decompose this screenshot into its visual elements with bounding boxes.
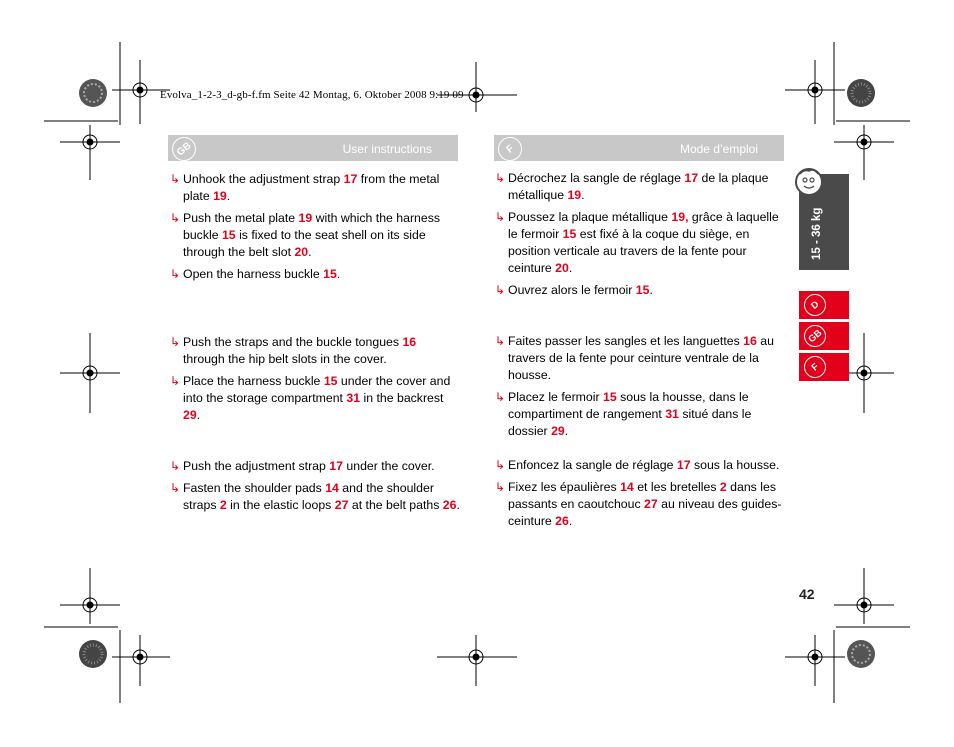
instruction-text: grâce à laquelle le fermoir bbox=[508, 210, 779, 241]
instruction-text: . bbox=[649, 283, 653, 297]
page-number: 42 bbox=[799, 586, 815, 602]
instruction-text: Push the adjustment strap bbox=[183, 459, 330, 473]
arrow-bullet-icon: ↳ bbox=[170, 374, 181, 388]
instruction-step bbox=[495, 457, 785, 474]
part-number: 31 bbox=[346, 391, 361, 405]
instruction-text: . bbox=[226, 189, 231, 203]
instruction-text: au travers de la fente pour ceinture ventrale de la housse. bbox=[508, 334, 774, 382]
instruction-text: and the shoulder straps bbox=[183, 481, 434, 512]
instruction-step bbox=[170, 373, 460, 424]
part-number: 15 bbox=[323, 374, 338, 388]
part-number: 20 bbox=[555, 261, 569, 275]
right-block-1 bbox=[495, 170, 785, 304]
instruction-step bbox=[170, 171, 460, 205]
instruction-text: Push the metal plate bbox=[183, 211, 299, 225]
instruction-text: Unhook the adjustment strap bbox=[183, 172, 344, 186]
instruction-step bbox=[495, 282, 785, 299]
part-number: 27 bbox=[334, 498, 349, 512]
instruction-text: situé dans le dossier bbox=[508, 407, 752, 438]
file-info: Evolva_1-2-3_d-gb-f.fm Seite 42 Montag, 6. Oktober 2008 9:19 09 bbox=[160, 89, 464, 101]
instruction-text: Décrochez la sangle de réglage bbox=[508, 171, 685, 185]
part-number: 2 bbox=[719, 480, 727, 494]
part-number: 15 bbox=[323, 267, 337, 281]
part-number: 14 bbox=[620, 480, 634, 494]
part-number: 27 bbox=[644, 497, 658, 511]
left-header bbox=[168, 135, 458, 161]
part-number: 15 bbox=[635, 283, 650, 297]
part-number: 29 bbox=[551, 424, 565, 438]
part-number: 19 bbox=[567, 188, 582, 202]
instruction-text: Push the straps and the buckle tongues bbox=[183, 335, 403, 349]
instruction-text: est fixé à la coque du siège, en position verticale au travers de la fente pour ceinture bbox=[508, 227, 750, 275]
part-number: 17 bbox=[676, 458, 691, 472]
arrow-bullet-icon: ↳ bbox=[170, 211, 181, 225]
part-number: 16 bbox=[743, 334, 757, 348]
instruction-text: Ouvrez alors le fermoir bbox=[508, 283, 636, 297]
instruction-text: et les bretelles bbox=[633, 480, 720, 494]
instruction-step bbox=[170, 210, 460, 261]
arrow-bullet-icon: ↳ bbox=[170, 459, 181, 473]
instruction-text: at the belt paths bbox=[348, 498, 443, 512]
arrow-bullet-icon: ↳ bbox=[170, 335, 181, 349]
instruction-text: sous la housse, dans le compartiment de rangement bbox=[508, 390, 749, 421]
part-number: 2 bbox=[219, 498, 227, 512]
lang-tab-d[interactable]: D bbox=[799, 291, 849, 319]
instruction-text: . bbox=[581, 188, 585, 202]
part-number: 15 bbox=[221, 228, 236, 242]
part-number: 16 bbox=[402, 335, 417, 349]
instruction-text: under the cover and into the storage compartment bbox=[183, 374, 451, 405]
part-number: 14 bbox=[325, 481, 339, 495]
instruction-text: under the cover. bbox=[342, 459, 435, 473]
instruction-step bbox=[495, 389, 785, 440]
instruction-step bbox=[495, 209, 785, 277]
right-block-2 bbox=[495, 333, 785, 445]
lang-tab-f[interactable]: F bbox=[799, 353, 849, 381]
right-header-title: Mode d’emploi bbox=[679, 142, 758, 156]
instruction-text: . bbox=[568, 514, 573, 528]
part-number: 31 bbox=[665, 407, 679, 421]
instruction-text: . bbox=[336, 267, 341, 281]
weight-range-label: 15 - 36 kg bbox=[811, 207, 823, 260]
arrow-bullet-icon: ↳ bbox=[495, 210, 506, 224]
instruction-text: de la plaque métallique bbox=[508, 171, 769, 202]
part-number: 17 bbox=[684, 171, 699, 185]
arrow-bullet-icon: ↳ bbox=[170, 267, 181, 281]
instruction-text: . bbox=[456, 498, 460, 512]
instruction-text: au niveau des guides-ceinture bbox=[508, 497, 782, 528]
instruction-text: Place the harness buckle bbox=[183, 374, 324, 388]
child-face-icon bbox=[792, 166, 826, 198]
arrow-bullet-icon: ↳ bbox=[495, 171, 506, 185]
part-number: 15 bbox=[603, 390, 617, 404]
instruction-text: Fasten the shoulder pads bbox=[183, 481, 326, 495]
instruction-text: Placez le fermoir bbox=[508, 390, 603, 404]
arrow-bullet-icon: ↳ bbox=[495, 390, 506, 404]
part-number: 26 bbox=[442, 498, 457, 512]
part-number: 19, bbox=[671, 210, 689, 224]
part-number: 19 bbox=[298, 211, 313, 225]
part-number: 26 bbox=[555, 514, 569, 528]
instruction-step bbox=[170, 334, 460, 368]
instruction-text: . bbox=[568, 261, 573, 275]
instruction-text: in the elastic loops bbox=[226, 498, 335, 512]
instruction-text: is fixed to the seat shell on its side through the belt slot bbox=[183, 228, 426, 259]
part-number: 19 bbox=[213, 189, 227, 203]
instruction-text: Faites passer les sangles et les languettes bbox=[508, 334, 744, 348]
instruction-step bbox=[170, 458, 460, 475]
part-number: 29 bbox=[183, 408, 197, 422]
left-block-3 bbox=[170, 458, 460, 519]
left-header-title: User instructions bbox=[342, 142, 432, 156]
instruction-text: . bbox=[564, 424, 569, 438]
left-block-2 bbox=[170, 334, 460, 429]
part-number: 15 bbox=[562, 227, 577, 241]
arrow-bullet-icon: ↳ bbox=[495, 283, 506, 297]
arrow-bullet-icon: ↳ bbox=[495, 458, 506, 472]
instruction-text: sous la housse. bbox=[690, 458, 780, 472]
part-number: 17 bbox=[329, 459, 343, 473]
instruction-step bbox=[170, 266, 460, 283]
instruction-text: in the backrest bbox=[360, 391, 444, 405]
left-block-1 bbox=[170, 171, 460, 288]
instruction-text: with which the harness buckle bbox=[183, 211, 441, 242]
instruction-text: . bbox=[308, 245, 312, 259]
lang-tab-gb[interactable]: GB bbox=[799, 322, 849, 350]
part-number: 17 bbox=[343, 172, 358, 186]
instruction-text: through the hip belt slots in the cover. bbox=[183, 352, 387, 366]
lang-badge-gb: GB bbox=[167, 132, 201, 166]
arrow-bullet-icon: ↳ bbox=[495, 334, 506, 348]
right-header bbox=[494, 135, 784, 161]
instruction-step bbox=[170, 480, 460, 514]
instruction-step bbox=[495, 170, 785, 204]
arrow-bullet-icon: ↳ bbox=[495, 480, 506, 494]
instruction-text: Fixez les épaulières bbox=[508, 480, 621, 494]
arrow-bullet-icon: ↳ bbox=[170, 481, 181, 495]
right-block-3 bbox=[495, 457, 785, 535]
instruction-text: Poussez la plaque métallique bbox=[508, 210, 672, 224]
instruction-text: Open the harness buckle bbox=[183, 267, 324, 281]
lang-badge-f: F bbox=[493, 132, 527, 166]
instruction-text: . bbox=[196, 408, 201, 422]
instruction-text: from the metal plate bbox=[183, 172, 440, 203]
instruction-text: dans les passants en caoutchouc bbox=[508, 480, 776, 511]
arrow-bullet-icon: ↳ bbox=[170, 172, 181, 186]
part-number: 20 bbox=[294, 245, 309, 259]
instruction-step bbox=[495, 333, 785, 384]
instruction-step bbox=[495, 479, 785, 530]
instruction-text: Enfoncez la sangle de réglage bbox=[508, 458, 677, 472]
